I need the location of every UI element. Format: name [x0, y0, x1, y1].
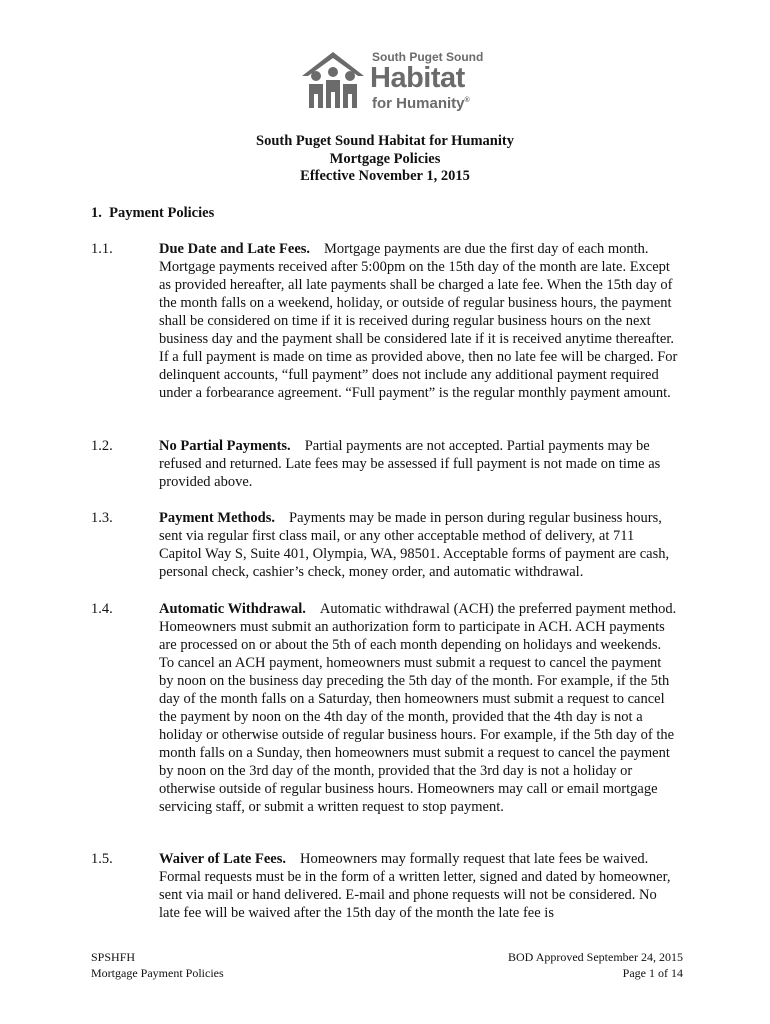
habitat-house-people-icon	[296, 46, 370, 116]
logo-line-1: South Puget Sound	[372, 50, 484, 64]
logo-line-2: Habitat	[370, 62, 465, 94]
item-heading: Waiver of Late Fees.	[159, 851, 286, 867]
item-number: 1.4.	[91, 601, 113, 617]
item-number: 1.5.	[91, 851, 113, 867]
item-number: 1.3.	[91, 510, 113, 526]
habitat-logo	[296, 46, 484, 116]
registered-mark: ®	[464, 97, 470, 104]
title-org: South Puget Sound Habitat for Humanity	[256, 133, 514, 149]
policy-item-1-4	[91, 600, 691, 816]
policy-item-1-2	[91, 437, 691, 491]
item-heading: Automatic Withdrawal.	[159, 601, 306, 617]
item-text: Automatic withdrawal (ACH) the preferred payment method. Homeowners must submit an authorization form to participate in ACH. ACH payments are processed on or about the 5th of each month depending on holidays and weekends. To cancel an ACH payment, homeowners must submit a request to cancel the payment by noon on the business day preceding the 5th day of the month. For example, if the 5th day of the month falls on a Saturday, then homeowners must submit a request to cancel the payment by noon on the 4th day of the month, provided that the 4th day is not a holiday or otherwise outside of regular business hours. For example, if the 5th day of the month falls on a Sunday, then homeowners must submit a request to cancel the payment by noon on the 3rd day of the month, provided that the 3rd day is not a holiday or otherwise outside of regular business hours. Homeowners may call or email mortgage servicing staff, or submit a written request to stop payment.	[159, 601, 677, 815]
policy-item-1-1	[91, 240, 691, 402]
item-heading: Payment Methods.	[159, 510, 275, 526]
footer-doc: Mortgage Payment Policies	[91, 966, 224, 980]
footer-org: SPSHFH	[91, 950, 136, 964]
policy-item-1-3	[91, 509, 691, 581]
title-doc: Mortgage Policies	[329, 150, 441, 167]
section-number: 1.	[91, 205, 102, 221]
title-effective: Effective November 1, 2015	[300, 168, 470, 184]
section-heading	[91, 205, 214, 222]
item-body	[159, 850, 679, 922]
item-number: 1.1.	[91, 241, 113, 257]
item-text: Payments may be made in person during regular business hours, sent via regular first class mail, or any other acceptable method of delivery, at 711 Capitol Way S, Suite 401, Olympia, WA, 98501. Acceptable forms of payment are cash, personal check, cashier’s check, money order, and automatic withdrawal.	[159, 510, 670, 580]
document-title	[0, 133, 770, 186]
item-number: 1.2.	[91, 438, 113, 454]
policy-item-1-5	[91, 850, 691, 922]
footer-page-number: Page 1 of 14	[622, 966, 683, 980]
item-body	[159, 240, 679, 402]
logo-line-3-text: for Humanity	[372, 95, 465, 112]
logo-line-3	[372, 95, 470, 112]
item-text: Mortgage payments are due the first day of each month. Mortgage payments received after 5:00pm on the 15th day of the month are late. Except as provided hereafter, all late payments shall be charged a late fee. When the 15th day of the month falls on a weekend, holiday, or outside of regular business hours, the payment shall be considered on time if it is received during regular business hours on the next business day and the payment shall be considered late if it is received anytime thereafter. If a full payment is made on time as provided above, then no late fee will be charged. For delinquent accounts, “full payment” does not include any additional payment required under a forbearance agreement. “Full payment” is the regular monthly payment amount.	[159, 241, 678, 401]
footer-approval: BOD Approved September 24, 2015	[508, 950, 683, 964]
item-text: Homeowners may formally request that late fees be waived. Formal requests must be in the form of a written letter, signed and dated by homeowner, sent via mail or hand delivered. E-mail and phone requests will not be considered. No late fee will be waived after the 15th day of the month the late fee is	[159, 851, 671, 921]
item-heading: Due Date and Late Fees.	[159, 241, 311, 257]
section-title: Payment Policies	[109, 205, 215, 221]
item-body	[159, 437, 679, 491]
item-body	[159, 509, 679, 581]
item-heading: No Partial Payments.	[159, 438, 291, 454]
item-body	[159, 600, 679, 816]
item-text: Partial payments are not accepted. Partial payments may be refused and returned. Late fees may be assessed if full payment is not made on time as provided above.	[159, 438, 661, 490]
footer-left	[91, 949, 224, 981]
footer-right	[508, 949, 683, 981]
